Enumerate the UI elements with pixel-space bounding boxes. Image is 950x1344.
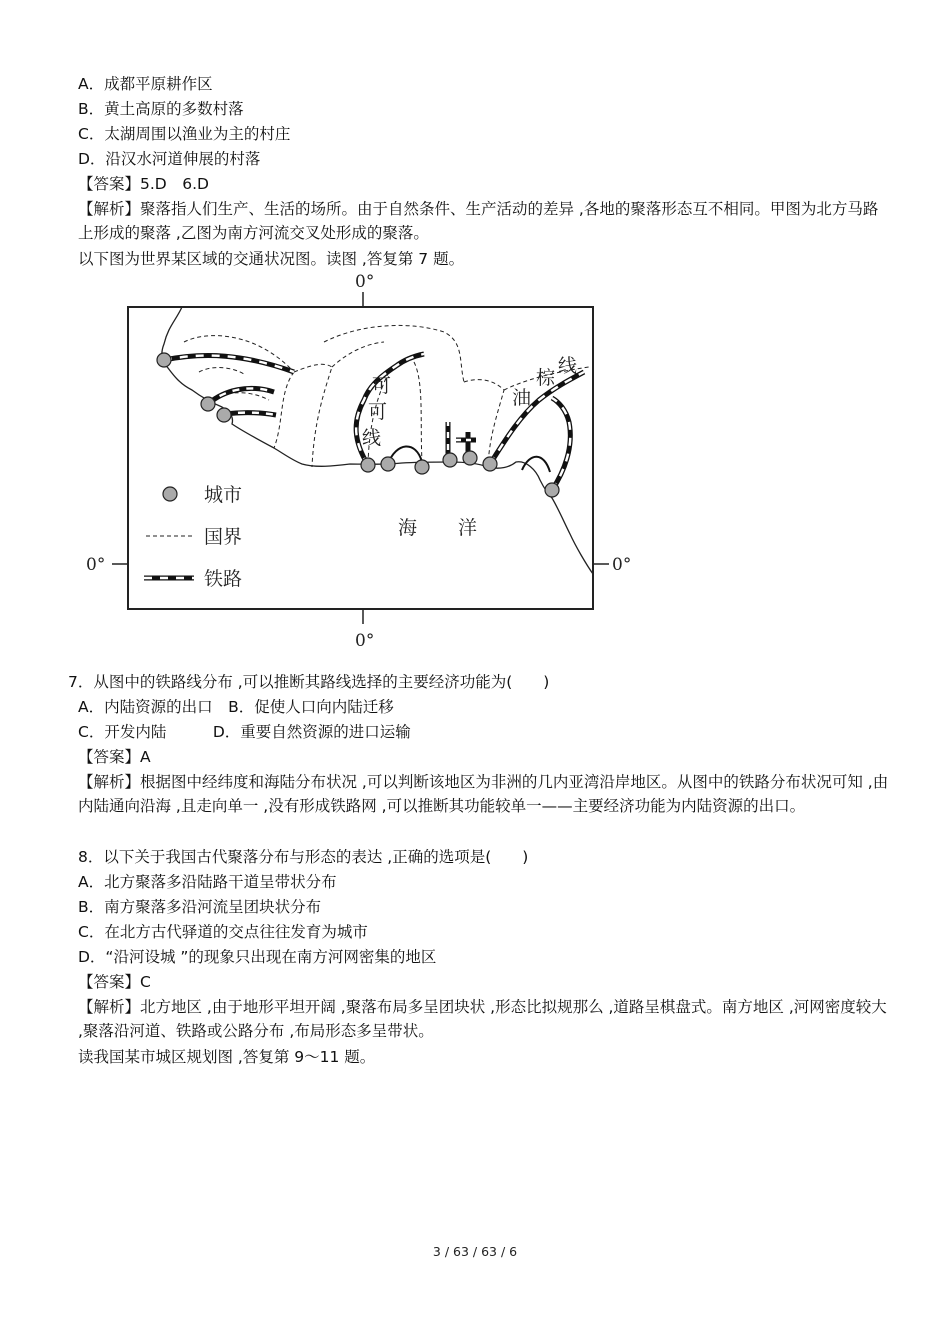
- city: [217, 408, 231, 422]
- transport-map: [84, 272, 644, 652]
- sea-label-char-1: 海: [398, 517, 418, 539]
- q8-answer: 【答案】C: [78, 973, 151, 991]
- railway-1: [164, 356, 294, 372]
- map-legend: [144, 484, 242, 590]
- legend-city-symbol: [163, 487, 177, 501]
- q6-option-b: B．黄土高原的多数村落: [78, 100, 244, 118]
- q8-option-d: D．“沿河设城 ”的现象只出现在南方河网密集的地区: [78, 948, 437, 966]
- q8-option-c: C．在北方古代驿道的交点往往发育为城市: [78, 923, 368, 941]
- city: [415, 460, 429, 474]
- kokoa-line-char-3: 线: [362, 427, 382, 449]
- q7-question: 7．从图中的铁路线分布 ,可以推断其路线选择的主要经济功能为( ): [68, 673, 550, 691]
- q6-option-c: C．太湖周围以渔业为主的村庄: [78, 125, 291, 143]
- legend-border-label: 国界: [204, 526, 243, 548]
- q7-analysis: 【解析】根据图中经纬度和海陆分布状况 ,可以判断该地区为非洲的几内亚湾沿岸地区。从图中的铁路分布状况可知 ,由内陆通向沿海 ,且走向单一 ,没有形成铁路网 ,可以推断其功能较单一——主要经济功能为内陆资源的出口。: [78, 773, 889, 815]
- city: [157, 353, 171, 367]
- q7-options-row-2: C．开发内陆 D．重要自然资源的进口运输: [78, 723, 411, 741]
- q8-analysis: 【解析】北方地区 ,由于地形平坦开阔 ,聚落布局多呈团块状 ,形态比拟规那么 ,道路呈棋盘式。南方地区 ,河网密度较大 ,聚落沿河道、铁路或公路分布 ,布局形态多呈带状。: [78, 998, 887, 1040]
- city: [381, 457, 395, 471]
- q6-option-d: D．沿汉水河道伸展的村落: [78, 150, 261, 168]
- city: [483, 457, 497, 471]
- q6-option-a: A．成都平原耕作区: [78, 75, 213, 93]
- kokoa-line-char-2: 可: [368, 401, 388, 423]
- city: [463, 451, 477, 465]
- q8-option-b: B．南方聚落多沿河流呈团块状分布: [78, 898, 322, 916]
- map-intro: 以下图为世界某区域的交通状况图。读图 ,答复第 7 题。: [78, 250, 465, 268]
- city: [201, 397, 215, 411]
- legend-railway-label: 铁路: [204, 568, 243, 590]
- page-number: 3 / 63 / 63 / 6: [432, 1244, 518, 1259]
- q7-options-row-1: A．内陆资源的出口 B．促使人口向内陆迁移: [78, 698, 394, 716]
- left-degree-label: 0°: [86, 555, 106, 575]
- palm-line-char-1: 油: [512, 387, 532, 409]
- palm-line-char-2: 棕: [536, 367, 556, 389]
- right-degree-label: 0°: [612, 555, 632, 575]
- q56-analysis: 【解析】聚落指人们生产、生活的场所。由于自然条件、生产活动的差异 ,各地的聚落形态互不相同。甲图为北方马路上形成的聚落 ,乙图为南方河流交叉处形成的聚落。: [78, 200, 879, 242]
- q56-answer: 【答案】5.D 6.D: [78, 175, 209, 193]
- city: [443, 453, 457, 467]
- legend-city-label: 城市: [204, 484, 243, 506]
- q8-option-a: A．北方聚落多沿陆路干道呈带状分布: [78, 873, 337, 891]
- city: [545, 483, 559, 497]
- q7-answer: 【答案】A: [78, 748, 151, 766]
- kokoa-line-char-1: 可: [372, 375, 392, 397]
- sea-label-char-2: 洋: [458, 517, 478, 539]
- bottom-degree-label: 0°: [355, 631, 375, 651]
- top-degree-label: 0°: [355, 272, 375, 292]
- next-intro: 读我国某市城区规划图 ,答复第 9～11 题。: [78, 1048, 376, 1066]
- q8-question: 8．以下关于我国古代聚落分布与形态的表达 ,正确的选项是( ): [78, 848, 529, 866]
- city: [361, 458, 375, 472]
- palm-line-char-3: 线: [558, 355, 578, 377]
- map-frame: [128, 307, 593, 609]
